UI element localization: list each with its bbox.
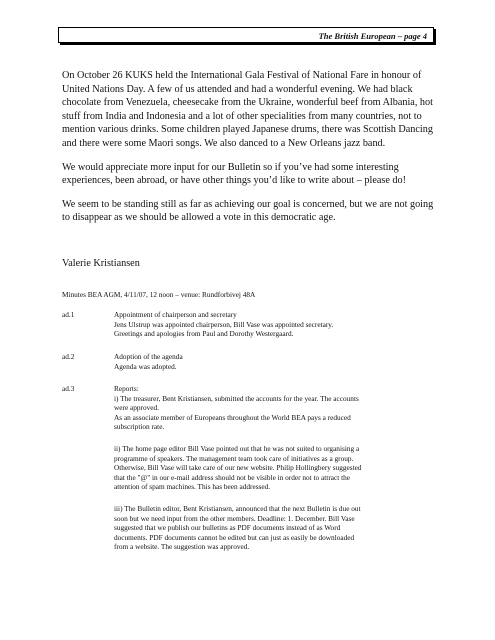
item-line: programme of speakers. The management team took care of initiatives as a group. xyxy=(114,453,354,463)
item-line: soon but we need input from the other members. Deadline: 1. December. Bill Vase xyxy=(114,513,355,523)
item-line: Jens Ulstrup was appointed chairperson, Bill Vase was appointed secretary. xyxy=(114,319,334,329)
minutes-item-3 xyxy=(62,384,442,552)
item-number: ad.1 xyxy=(62,310,75,319)
item-number: ad.2 xyxy=(62,352,75,361)
item-line: from a website. The suggestion was approved. xyxy=(114,542,250,552)
paragraph: We seem to be standing still as far as achieving our goal is concerned, but we are not going to disappear as we should be allowed a vote in this democratic age. xyxy=(62,198,434,224)
minutes-title: Minutes BEA AGM, 4/11/07, 12 noon – venue: Rundforbivej 48A xyxy=(62,290,256,299)
item-heading: Appointment of chairperson and secretary xyxy=(114,310,237,319)
item-line: ii) The home page editor Bill Vase pointed out that he was not suited to organising a xyxy=(114,443,360,453)
item-line: Agenda was adopted. xyxy=(114,361,177,371)
item-line: Greetings and apologies from Paul and Dorothy Westergaard. xyxy=(114,329,294,339)
item-line: documents. PDF documents cannot be edited but can just as easily be downloaded xyxy=(114,532,355,542)
item-line: attention of spam machines. This has been addressed. xyxy=(114,482,271,492)
page-header xyxy=(58,27,434,43)
item-line: subscription rate. xyxy=(114,422,165,432)
report-treasurer xyxy=(114,394,442,432)
item-line: i) The treasurer, Bent Kristiansen, submitted the accounts for the year. The accounts xyxy=(114,393,359,403)
header-title: The British European – page 4 xyxy=(318,31,427,41)
item-line: suggested that we publish our bulletins as PDF documents instead of as Word xyxy=(114,523,341,533)
item-line: Otherwise, Bill Vase will take care of our new website. Philip Hollingbery suggested xyxy=(114,463,362,473)
item-heading: Adoption of the agenda xyxy=(114,352,183,361)
author-signature: Valerie Kristiansen xyxy=(62,258,140,269)
minutes-item-1 xyxy=(62,310,442,339)
paragraph: We would appreciate more input for our Bulletin so if you’ve had some interesting experiences, been abroad, or have other things you’d like to write about – please do! xyxy=(62,161,406,187)
report-home-page xyxy=(114,444,442,492)
item-heading: Reports: xyxy=(114,384,139,393)
item-number: ad.3 xyxy=(62,384,75,393)
item-line: were approved. xyxy=(114,403,159,413)
minutes-item-2 xyxy=(62,352,442,371)
item-line: As an associate member of Europeans throughout the World BEA pays a reduced xyxy=(114,412,351,422)
article-body xyxy=(62,69,440,235)
paragraph: On October 26 KUKS held the International Gala Festival of National Fare in honour of United Nations Day. A few of us attended and had a wonderful evening. We had black chocolate from Venezuela, cheesecake from the Ukraine, wonderful beef from Albania, hot stuff from India and Indonesia and a lot of other specialities from many countries, not to mention various drinks. Some children played Japanese drums, there was Scottish Dancing and there were some Maori songs. We also danced to a New Orleans jazz band. xyxy=(62,70,433,149)
item-line: iii) The Bulletin editor, Bent Kristiansen, announced that the next Bulletin is due out xyxy=(114,503,361,513)
report-bulletin xyxy=(114,504,442,552)
item-line: that the "@" in our e-mail address should not be visible in order not to attract the xyxy=(114,472,350,482)
